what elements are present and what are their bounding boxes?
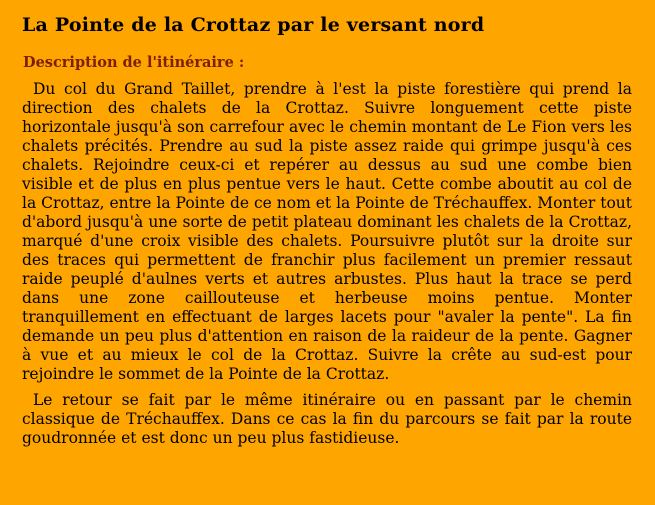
route-paragraph-1: Du col du Grand Taillet, prendre à l'est la piste forestière qui prend la direction des chalets de la Crottaz. Suivre longuement cette piste horizontale jusqu'à son carrefour avec le chemin montant de Le Fion vers les chalets précités. Prendre au sud la piste assez raide qui grimpe jusqu'à ces chalets. Rejoindre ceux-ci et repérer au dessus au sud une combe bien visible et de plus en plus pentue vers le haut. Cette combe aboutit au col de la Crottaz, entre la Pointe de ce nom et la Pointe de Tréchauffex. Monter tout d'abord jusqu'à une sorte de petit plateau dominant les chalets de la Crottaz, marqué d'une croix visible des chalets. Poursuivre plutôt sur la droite sur des traces qui permettent de franchir plus facilement un premier ressaut raide peuplé d'aulnes verts et autres arbustes. Plus haut la trace se perd dans une zone caillouteuse et herbeuse moins pentue. Monter tranquillement en effectuant de larges lacets pour "avaler la pente". La fin demande un peu plus d'attention en raison de la raideur de la pente. Gagner à vue et au mieux le col de la Crottaz. Suivre la crête au sud-est pour rejoindre le sommet de la Pointe de la Crottaz. xyxy=(22,80,632,383)
route-paragraph-2: Le retour se fait par le même itinéraire ou en passant par le chemin classique de Tréchauffex. Dans ce cas la fin du parcours se fait par la route goudronnée et est donc un peu plus fastidieuse. xyxy=(22,391,632,447)
section-heading-description: Description de l'itinéraire : xyxy=(23,54,245,71)
page-title: La Pointe de la Crottaz par le versant nord xyxy=(22,14,485,36)
route-description xyxy=(22,80,632,448)
